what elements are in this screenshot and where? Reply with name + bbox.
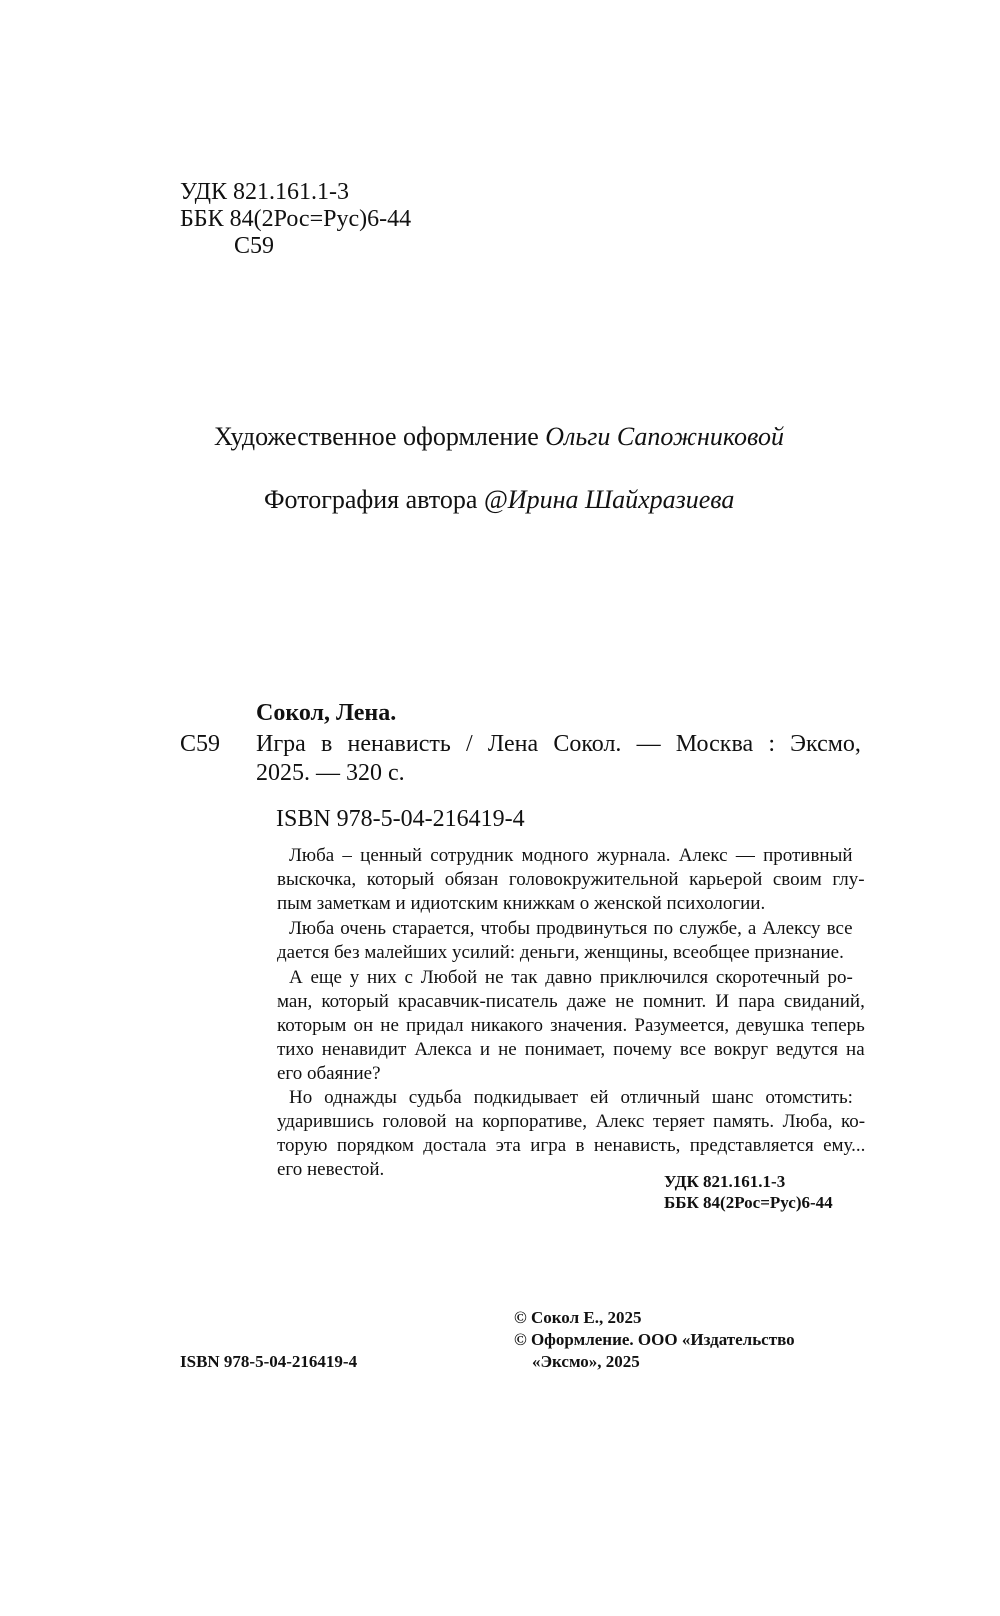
record-mark: С59 <box>180 731 221 757</box>
record-title-line1-text: Игра в ненависть / Лена Сокол. — Москва : Эксмо, <box>256 731 861 757</box>
annotation-line: его обаяние? <box>277 1063 381 1084</box>
record-title-line1 <box>256 730 861 759</box>
bbk-code-bottom: ББК 84(2Рос=Рус)6-44 <box>664 1193 833 1212</box>
annotation-line: тихо ненавидит Алекса и не понимает, почему все вокруг ведутся на <box>277 1039 865 1060</box>
annotation-line: ман, который красавчик-писатель даже не помнит. И пара свиданий, <box>277 991 865 1012</box>
annotation-line: пым заметкам и идиотским книжкам о женской психологии. <box>277 893 766 914</box>
copyright-design-line1: © Оформление. ООО «Издательство <box>514 1330 795 1349</box>
annotation-line: выскочка, который обязан головокружительной карьерой своим глу- <box>277 869 865 890</box>
annotation-paragraph-3 <box>277 966 865 1086</box>
footer-isbn: ISBN 978-5-04-216419-4 <box>180 1352 358 1371</box>
udk-code-bottom: УДК 821.161.1-3 <box>664 1172 786 1191</box>
copyright-design-line2: «Эксмо», 2025 <box>532 1352 640 1371</box>
record-author: Сокол, Лена. <box>256 700 397 726</box>
annotation-line: Люба – ценный сотрудник модного журнала. Алекс — противный <box>289 845 853 866</box>
annotation-line: Но однажды судьба подкидывает ей отличный шанс отомстить: <box>289 1087 853 1108</box>
design-credit-name: Ольги Сапожниковой <box>545 422 784 451</box>
annotation-paragraph-2 <box>277 917 865 965</box>
design-credit <box>214 422 784 452</box>
annotation-line: ударившись головой на корпоративе, Алекс теряет память. Люба, ко- <box>277 1111 866 1132</box>
udk-code-top: УДК 821.161.1-3 <box>180 179 349 205</box>
photo-credit-name: @Ирина Шайхразиева <box>483 485 735 514</box>
record-title-line2: 2025. — 320 с. <box>256 760 405 786</box>
photo-credit <box>264 485 734 515</box>
annotation-line: дается без малейших усилий: деньги, женщины, всеобщее признание. <box>277 942 844 963</box>
design-credit-label: Художественное оформление <box>214 422 539 451</box>
record-isbn: ISBN 978-5-04-216419-4 <box>276 806 525 832</box>
annotation-line: его невестой. <box>277 1159 385 1180</box>
copyright-author: © Сокол Е., 2025 <box>514 1308 642 1327</box>
annotation-line: Люба очень старается, чтобы продвинуться по службе, а Алексу все <box>289 918 853 939</box>
annotation-paragraph-4 <box>277 1086 865 1182</box>
annotation-line: которым он не придал никакого значения. Разумеется, девушка теперь <box>277 1015 865 1036</box>
annotation-line: торую порядком достала эта игра в ненависть, представляется ему... <box>277 1135 866 1156</box>
author-mark-top: С59 <box>234 233 275 259</box>
annotation-paragraph-1 <box>277 844 865 916</box>
annotation-line: А еще у них с Любой не так давно приключился скоротечный ро- <box>289 967 853 988</box>
photo-credit-label: Фотография автора <box>264 485 478 514</box>
bbk-code-top: ББК 84(2Рос=Рус)6-44 <box>180 206 412 232</box>
